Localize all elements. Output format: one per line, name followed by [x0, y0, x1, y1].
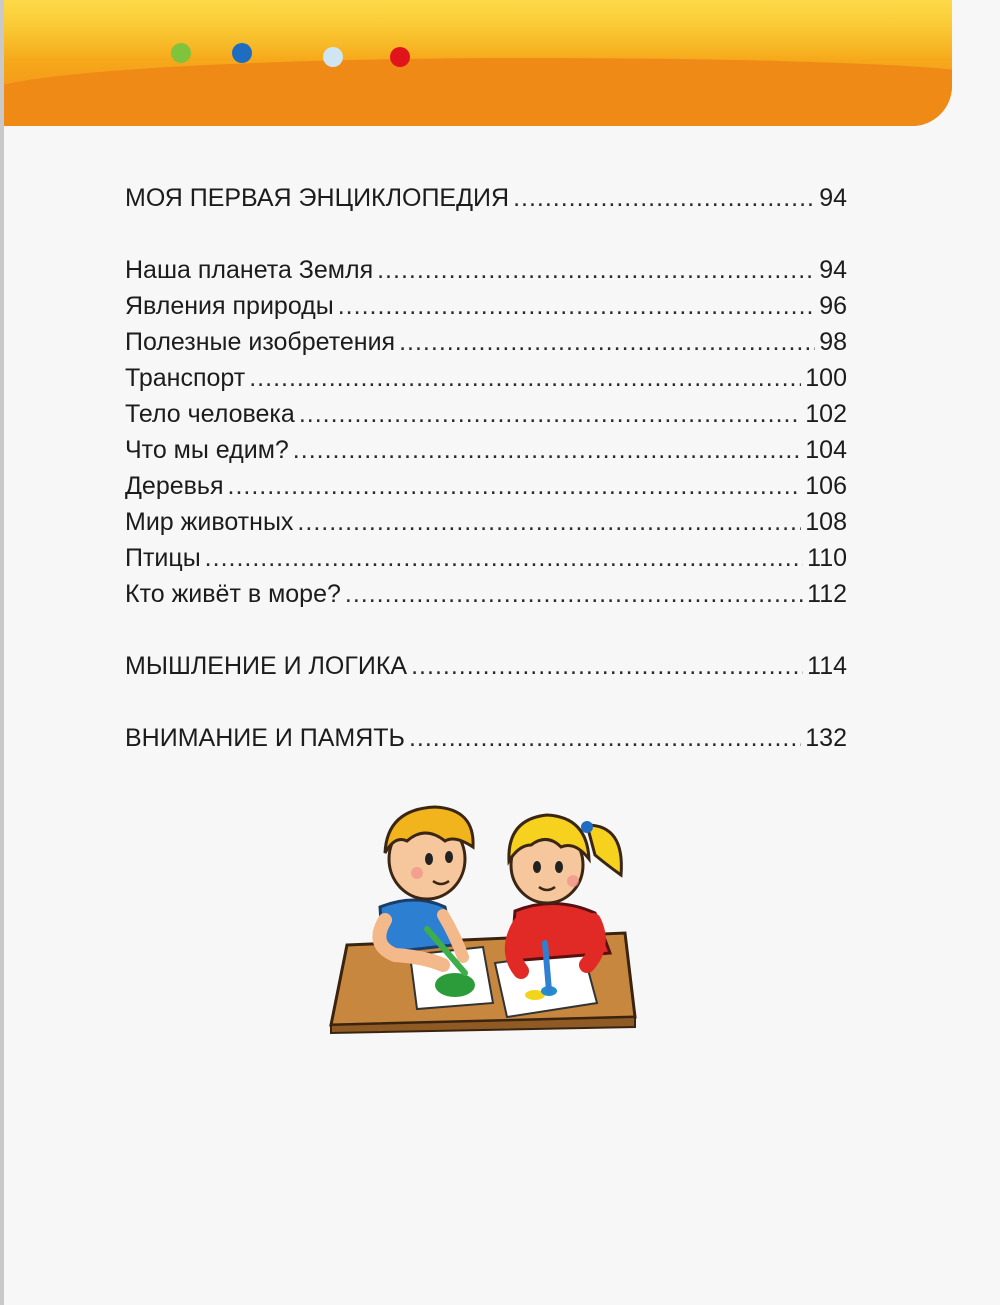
toc-label: Деревья [125, 472, 224, 500]
toc-label: Транспорт [125, 364, 246, 392]
green-dot-icon [171, 43, 191, 63]
toc-item[interactable] [125, 288, 847, 324]
dot-leader [345, 576, 803, 612]
toc-label: Тело человека [125, 400, 295, 428]
toc-page-number: 98 [819, 328, 847, 356]
dot-leader [409, 720, 801, 756]
toc-item[interactable] [125, 360, 847, 396]
dot-leader [205, 540, 803, 576]
toc-page-number: 94 [819, 256, 847, 284]
red-dot-icon [390, 47, 410, 67]
toc-label: МОЯ ПЕРВАЯ ЭНЦИКЛОПЕДИЯ [125, 184, 510, 212]
toc-item[interactable] [125, 504, 847, 540]
toc-label: Наша планета Земля [125, 256, 374, 284]
toc-page-number: 96 [819, 292, 847, 320]
page-edge [0, 0, 4, 1305]
dot-leader [249, 360, 801, 396]
blue-dot-icon [232, 43, 252, 63]
toc-section-encyclopedia[interactable] [125, 180, 847, 216]
toc-page-number: 112 [807, 580, 847, 608]
dot-leader [299, 396, 801, 432]
toc-page-number: 108 [805, 508, 847, 536]
toc-section-thinking[interactable] [125, 648, 847, 684]
white-dot-icon [323, 47, 343, 67]
toc-page-number: 106 [805, 472, 847, 500]
dot-leader [377, 252, 815, 288]
toc-page-number: 102 [805, 400, 847, 428]
toc-label: Птицы [125, 544, 201, 572]
toc-page-number: 100 [805, 364, 847, 392]
dot-leader [297, 504, 801, 540]
toc-item[interactable] [125, 432, 847, 468]
toc-label: Мир животных [125, 508, 294, 536]
children-drawing-illustration [325, 795, 645, 1035]
dot-leader [293, 432, 801, 468]
toc-item[interactable] [125, 252, 847, 288]
toc-item[interactable] [125, 540, 847, 576]
toc-label: МЫШЛЕНИЕ И ЛОГИКА [125, 652, 408, 680]
toc-item[interactable] [125, 396, 847, 432]
toc-item[interactable] [125, 468, 847, 504]
toc-label: Кто живёт в море? [125, 580, 341, 608]
toc-page-number: 132 [805, 724, 847, 752]
dot-leader [411, 648, 803, 684]
header-band [4, 0, 952, 126]
dot-leader [228, 468, 802, 504]
toc-item[interactable] [125, 576, 847, 612]
toc-section-attention[interactable] [125, 720, 847, 756]
dot-leader [513, 180, 815, 216]
toc-page-number: 114 [807, 652, 847, 680]
toc-page-number: 110 [807, 544, 847, 572]
dot-leader [399, 324, 815, 360]
toc-item[interactable] [125, 324, 847, 360]
dot-leader [338, 288, 815, 324]
table-of-contents [125, 180, 847, 756]
toc-page-number: 94 [819, 184, 847, 212]
toc-page-number: 104 [805, 436, 847, 464]
toc-label: ВНИМАНИЕ И ПАМЯТЬ [125, 724, 405, 752]
toc-label: Полезные изобретения [125, 328, 396, 356]
toc-label: Что мы едим? [125, 436, 289, 464]
toc-label: Явления природы [125, 292, 334, 320]
